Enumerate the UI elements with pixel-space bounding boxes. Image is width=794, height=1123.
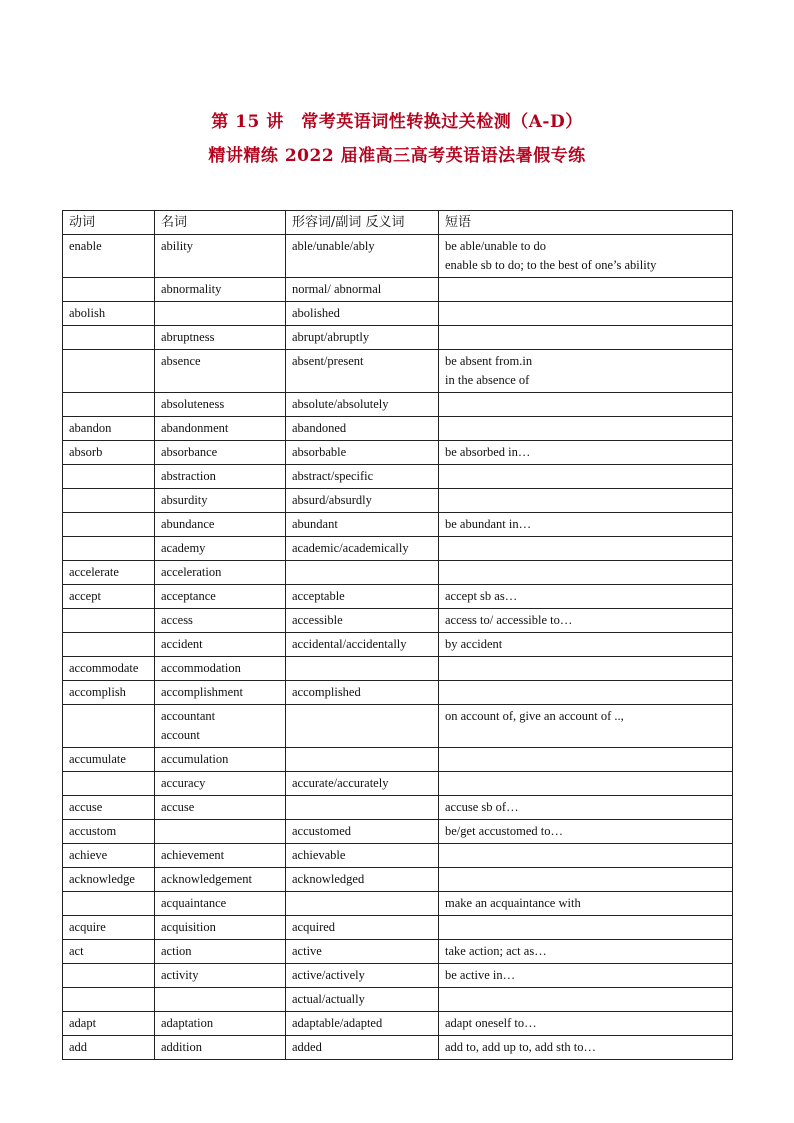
table-row xyxy=(63,657,733,681)
cell-noun xyxy=(155,513,286,537)
phrase-text: accept sb as… xyxy=(445,589,518,603)
noun-text: absence xyxy=(161,354,201,368)
cell-adjective: absent/present xyxy=(286,350,439,393)
noun-text: ability xyxy=(161,239,193,253)
cell-verb xyxy=(63,393,155,417)
noun-text: accident xyxy=(161,637,203,651)
noun-text: absorbance xyxy=(161,445,218,459)
cell-verb: accomplish xyxy=(63,681,155,705)
cell-phrase xyxy=(439,633,733,657)
cell-phrase xyxy=(439,705,733,748)
cell-adjective: accurate/accurately xyxy=(286,772,439,796)
cell-verb: achieve xyxy=(63,844,155,868)
cell-noun xyxy=(155,585,286,609)
cell-verb: enable xyxy=(63,235,155,278)
cell-phrase xyxy=(439,585,733,609)
cell-adjective: accomplished xyxy=(286,681,439,705)
cell-adjective xyxy=(286,561,439,585)
table-row xyxy=(63,844,733,868)
cell-noun xyxy=(155,681,286,705)
phrase-text: accuse sb of… xyxy=(445,800,519,814)
cell-phrase xyxy=(439,609,733,633)
page-title: 第 15 讲 常考英语词性转换过关检测（A-D） xyxy=(211,112,583,132)
noun-text: achievement xyxy=(161,848,225,862)
cell-adjective xyxy=(286,657,439,681)
cell-adjective: acquired xyxy=(286,916,439,940)
cell-adjective: absolute/absolutely xyxy=(286,393,439,417)
phrase-text: be absent from.in xyxy=(445,354,533,368)
column-header-adjective: 形容词/副词 反义词 xyxy=(286,211,439,235)
cell-verb xyxy=(63,278,155,302)
cell-adjective: accustomed xyxy=(286,820,439,844)
cell-adjective: able/unable/ably xyxy=(286,235,439,278)
cell-verb: acknowledge xyxy=(63,868,155,892)
cell-verb xyxy=(63,988,155,1012)
table-header-row xyxy=(63,211,733,235)
cell-verb: accustom xyxy=(63,820,155,844)
cell-noun xyxy=(155,916,286,940)
cell-noun xyxy=(155,892,286,916)
cell-phrase xyxy=(439,772,733,796)
noun-text: action xyxy=(161,944,192,958)
table-row xyxy=(63,748,733,772)
cell-phrase xyxy=(439,489,733,513)
noun-text: accuracy xyxy=(161,776,206,790)
cell-adjective: normal/ abnormal xyxy=(286,278,439,302)
cell-phrase xyxy=(439,681,733,705)
noun-text: addition xyxy=(161,1040,202,1054)
table-row xyxy=(63,489,733,513)
noun-text: accommodation xyxy=(161,661,241,675)
cell-adjective: accidental/accidentally xyxy=(286,633,439,657)
cell-noun xyxy=(155,1012,286,1036)
vocabulary-table xyxy=(62,210,733,1060)
cell-noun xyxy=(155,772,286,796)
table-row xyxy=(63,868,733,892)
cell-adjective: acceptable xyxy=(286,585,439,609)
cell-noun xyxy=(155,489,286,513)
cell-phrase xyxy=(439,988,733,1012)
phrase-text: be able/unable to do xyxy=(445,239,547,253)
table-row xyxy=(63,705,733,748)
table-row xyxy=(63,796,733,820)
cell-adjective: academic/academically xyxy=(286,537,439,561)
table-row xyxy=(63,964,733,988)
cell-phrase xyxy=(439,1012,733,1036)
cell-noun xyxy=(155,561,286,585)
cell-noun xyxy=(155,235,286,278)
table-row xyxy=(63,916,733,940)
cell-adjective xyxy=(286,892,439,916)
cell-noun xyxy=(155,393,286,417)
table-row xyxy=(63,988,733,1012)
cell-adjective xyxy=(286,705,439,748)
table-row xyxy=(63,513,733,537)
cell-phrase xyxy=(439,350,733,393)
table-row xyxy=(63,585,733,609)
cell-verb: accuse xyxy=(63,796,155,820)
noun-text: adaptation xyxy=(161,1016,214,1030)
cell-noun xyxy=(155,417,286,441)
cell-phrase xyxy=(439,916,733,940)
noun-text: acknowledgement xyxy=(161,872,252,886)
cell-adjective: added xyxy=(286,1036,439,1060)
cell-noun xyxy=(155,820,286,844)
page-subtitle: 精讲精练 2022 届准高三高考英语语法暑假专练 xyxy=(208,146,586,166)
cell-adjective xyxy=(286,796,439,820)
cell-phrase xyxy=(439,868,733,892)
cell-adjective: abstract/specific xyxy=(286,465,439,489)
cell-noun xyxy=(155,748,286,772)
table-row xyxy=(63,235,733,278)
cell-noun xyxy=(155,657,286,681)
noun-text: abnormality xyxy=(161,282,222,296)
cell-adjective: absurd/absurdly xyxy=(286,489,439,513)
table-row xyxy=(63,609,733,633)
cell-verb: adapt xyxy=(63,1012,155,1036)
table-row xyxy=(63,820,733,844)
cell-noun xyxy=(155,441,286,465)
cell-noun xyxy=(155,537,286,561)
table-row xyxy=(63,537,733,561)
cell-adjective: adaptable/adapted xyxy=(286,1012,439,1036)
cell-phrase xyxy=(439,561,733,585)
cell-phrase xyxy=(439,844,733,868)
cell-verb xyxy=(63,705,155,748)
column-header-phrase: 短语 xyxy=(439,211,733,235)
cell-verb xyxy=(63,609,155,633)
table-row xyxy=(63,1012,733,1036)
noun-text: abstraction xyxy=(161,469,216,483)
noun-text: access xyxy=(161,613,193,627)
cell-adjective xyxy=(286,748,439,772)
phrase-text: by accident xyxy=(445,637,503,651)
noun-text: abundance xyxy=(161,517,215,531)
cell-verb xyxy=(63,964,155,988)
cell-noun xyxy=(155,326,286,350)
cell-adjective: abundant xyxy=(286,513,439,537)
table-row xyxy=(63,465,733,489)
table-row xyxy=(63,393,733,417)
table-row xyxy=(63,681,733,705)
noun-text: absurdity xyxy=(161,493,208,507)
column-header-noun: 名词 xyxy=(155,211,286,235)
cell-verb: abandon xyxy=(63,417,155,441)
cell-phrase xyxy=(439,892,733,916)
cell-noun xyxy=(155,302,286,326)
cell-noun xyxy=(155,940,286,964)
cell-verb: abolish xyxy=(63,302,155,326)
phrase-text: access to/ accessible to… xyxy=(445,613,573,627)
phrase-text: enable sb to do; to the best of one’s ability xyxy=(445,258,657,272)
cell-verb xyxy=(63,465,155,489)
noun-text: accomplishment xyxy=(161,685,243,699)
cell-verb: act xyxy=(63,940,155,964)
phrase-text: be absorbed in… xyxy=(445,445,531,459)
phrase-text: add to, add up to, add sth to… xyxy=(445,1040,597,1054)
noun-text: accuse xyxy=(161,800,195,814)
cell-noun xyxy=(155,465,286,489)
cell-verb xyxy=(63,326,155,350)
cell-verb: accept xyxy=(63,585,155,609)
table-row xyxy=(63,772,733,796)
phrase-text: on account of, give an account of .., xyxy=(445,709,624,723)
phrase-text: be active in… xyxy=(445,968,516,982)
noun-text: absoluteness xyxy=(161,397,225,411)
cell-noun xyxy=(155,796,286,820)
cell-verb: accommodate xyxy=(63,657,155,681)
cell-verb xyxy=(63,537,155,561)
table-row xyxy=(63,940,733,964)
noun-text: acceleration xyxy=(161,565,222,579)
table-row xyxy=(63,350,733,393)
noun-text: account xyxy=(161,728,200,742)
cell-phrase xyxy=(439,393,733,417)
cell-adjective: active xyxy=(286,940,439,964)
cell-phrase xyxy=(439,748,733,772)
cell-verb: absorb xyxy=(63,441,155,465)
cell-verb xyxy=(63,892,155,916)
phrase-text: be/get accustomed to… xyxy=(445,824,564,838)
cell-adjective: abandoned xyxy=(286,417,439,441)
noun-text: abandonment xyxy=(161,421,229,435)
cell-phrase xyxy=(439,235,733,278)
table-row xyxy=(63,441,733,465)
noun-text: activity xyxy=(161,968,199,982)
cell-adjective: acknowledged xyxy=(286,868,439,892)
phrase-text: adapt oneself to… xyxy=(445,1016,537,1030)
cell-phrase xyxy=(439,796,733,820)
noun-text: academy xyxy=(161,541,206,555)
cell-adjective: abolished xyxy=(286,302,439,326)
cell-noun xyxy=(155,964,286,988)
cell-noun xyxy=(155,278,286,302)
table-row xyxy=(63,633,733,657)
table-row xyxy=(63,326,733,350)
cell-adjective: achievable xyxy=(286,844,439,868)
noun-text: acceptance xyxy=(161,589,216,603)
cell-noun xyxy=(155,988,286,1012)
table-row xyxy=(63,417,733,441)
cell-noun xyxy=(155,844,286,868)
cell-phrase xyxy=(439,513,733,537)
cell-adjective: actual/actually xyxy=(286,988,439,1012)
cell-verb xyxy=(63,489,155,513)
cell-adjective: accessible xyxy=(286,609,439,633)
cell-noun xyxy=(155,609,286,633)
cell-adjective: absorbable xyxy=(286,441,439,465)
noun-text: acquisition xyxy=(161,920,216,934)
cell-adjective: abrupt/abruptly xyxy=(286,326,439,350)
cell-phrase xyxy=(439,278,733,302)
cell-phrase xyxy=(439,820,733,844)
cell-phrase xyxy=(439,940,733,964)
noun-text: acquaintance xyxy=(161,896,227,910)
cell-noun xyxy=(155,350,286,393)
phrase-text: make an acquaintance with xyxy=(445,896,581,910)
cell-verb xyxy=(63,513,155,537)
cell-phrase xyxy=(439,326,733,350)
cell-phrase xyxy=(439,302,733,326)
phrase-text: in the absence of xyxy=(445,373,530,387)
cell-phrase xyxy=(439,657,733,681)
cell-verb: accumulate xyxy=(63,748,155,772)
noun-text: accountant xyxy=(161,709,216,723)
cell-phrase xyxy=(439,441,733,465)
cell-verb xyxy=(63,633,155,657)
noun-text: accumulation xyxy=(161,752,229,766)
cell-noun xyxy=(155,705,286,748)
phrase-text: take action; act as… xyxy=(445,944,547,958)
table-row xyxy=(63,892,733,916)
table-row xyxy=(63,1036,733,1060)
phrase-text: be abundant in… xyxy=(445,517,532,531)
cell-phrase xyxy=(439,537,733,561)
cell-phrase xyxy=(439,417,733,441)
cell-noun xyxy=(155,1036,286,1060)
cell-noun xyxy=(155,868,286,892)
cell-phrase xyxy=(439,964,733,988)
cell-verb xyxy=(63,772,155,796)
cell-noun xyxy=(155,633,286,657)
cell-phrase xyxy=(439,1036,733,1060)
table-row xyxy=(63,561,733,585)
noun-text: abruptness xyxy=(161,330,215,344)
cell-verb: acquire xyxy=(63,916,155,940)
column-header-verb: 动词 xyxy=(63,211,155,235)
cell-adjective: active/actively xyxy=(286,964,439,988)
table-row xyxy=(63,278,733,302)
table-row xyxy=(63,302,733,326)
cell-phrase xyxy=(439,465,733,489)
cell-verb: accelerate xyxy=(63,561,155,585)
cell-verb xyxy=(63,350,155,393)
cell-verb: add xyxy=(63,1036,155,1060)
